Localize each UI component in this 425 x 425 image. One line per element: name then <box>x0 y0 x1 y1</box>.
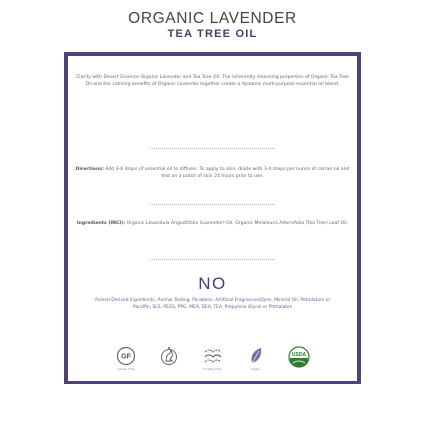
svg-text:USDA: USDA <box>291 352 307 358</box>
badge-vegan <box>244 346 268 371</box>
ingredients-label: Ingredients (INCI): <box>76 221 125 226</box>
badge-usda-organic <box>287 346 311 368</box>
leaping-bunny-icon <box>160 346 178 368</box>
panel-bottom-bar <box>64 381 361 384</box>
ingredients-text: Organic Lavandula Angustifolia (Lavender) Oil, Organic Melaleuca Alternifolia (Tea Tree) Leaf Oil. <box>126 221 349 226</box>
badge-leaping-bunny <box>157 346 181 368</box>
badge-caption: Vegan <box>251 367 261 371</box>
gluten-free-icon <box>116 346 136 366</box>
product-subtitle: TEA TREE OIL <box>167 28 258 40</box>
ingredients-block <box>74 220 351 227</box>
badge-caption: Cruelty Free <box>203 367 222 371</box>
badge-cruelty-free <box>201 346 225 371</box>
product-title: ORGANIC LAVENDER <box>128 10 297 27</box>
no-list-text: Animal Derived Ingredients, Animal Testing, Parabens, Artificial Fragrances/Dyes, Mineral Oil, Petrolatum or Paraffin, SLS, PEGS, PPG, MEA, DEA, TEA, Propylene Glycol or Phthalates <box>94 298 331 310</box>
cruelty-free-icon <box>202 346 224 366</box>
info-panel-frame <box>64 52 361 382</box>
badge-gluten-free <box>114 346 138 371</box>
svg-text:GF: GF <box>121 353 131 361</box>
divider <box>150 259 275 260</box>
description-text: Clarify with Desert Essence Organic Lavender and Tea Tree Oil. The inherently cleansing properties of Organic Tea Tree Oil and the calming benefits of Organic Lavender together create a dynamic multi-purpose essential oil blend. <box>76 75 349 87</box>
vegan-leaf-icon <box>248 346 264 366</box>
usda-organic-icon <box>288 346 310 368</box>
directions-block <box>74 166 351 180</box>
directions-label: Directions: <box>75 167 104 172</box>
badge-caption: Gluten Free <box>117 367 135 371</box>
divider <box>150 148 275 149</box>
no-heading: NO <box>198 274 227 293</box>
directions-text: Add 3-6 drops of essential oil to diffuser. To apply to skin, dilute with 3-4 drops per ounce of carrier oil and test on a patch of skin 24 hours prior to use. <box>105 167 350 179</box>
badge-row <box>114 346 311 372</box>
divider <box>150 204 275 205</box>
